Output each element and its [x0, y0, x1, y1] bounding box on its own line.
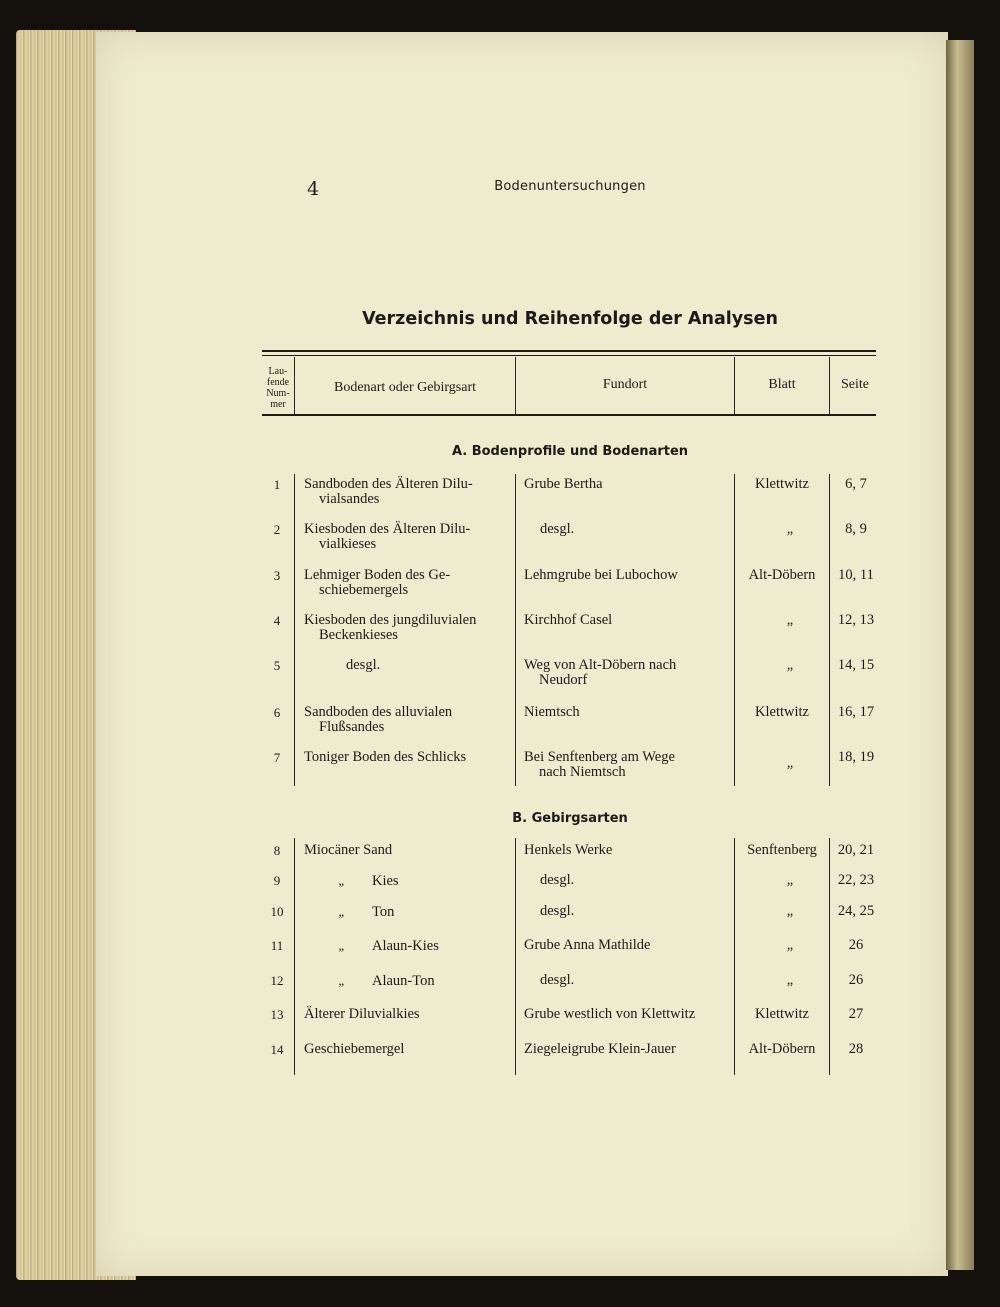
header-divider	[294, 357, 295, 415]
table-row	[0, 522, 1000, 562]
row-number: 11	[270, 938, 284, 953]
column-header-nr-line: fende	[266, 377, 290, 388]
row-blatt: Senftenberg	[747, 842, 817, 858]
bodenart-text: Alaun-Ton	[372, 973, 435, 989]
row-seite: 12, 13	[837, 612, 875, 628]
bodenart-line-cont: vialkieses	[319, 536, 377, 552]
row-seite: 8, 9	[845, 521, 867, 537]
row-blatt: „	[786, 755, 794, 771]
row-fundort	[524, 750, 730, 780]
row-number: 1	[273, 477, 281, 492]
page-number: 4	[307, 178, 320, 200]
bodenart-text: Alaun-Kies	[372, 938, 439, 954]
ditto-mark: „	[338, 973, 346, 988]
row-seite: 22, 23	[837, 872, 875, 888]
row-blatt: „	[786, 903, 794, 919]
bodenart-line-cont: Flußsandes	[319, 719, 385, 735]
section-heading-b: B. Gebirgsarten	[512, 811, 628, 826]
row-fundort: Henkels Werke	[524, 842, 613, 858]
bodenart-line-cont: vialsandes	[319, 491, 380, 507]
row-seite: 6, 7	[845, 476, 867, 492]
row-fundort	[524, 658, 730, 688]
book-right-edge	[946, 40, 974, 1270]
row-seite: 14, 15	[837, 657, 875, 673]
column-header-nr-line: Num-	[266, 388, 290, 399]
row-blatt: „	[786, 521, 794, 537]
row-number: 12	[270, 973, 284, 988]
row-blatt: „	[786, 657, 794, 673]
table-row	[0, 658, 1000, 698]
row-bodenart	[304, 613, 510, 643]
row-bodenart	[304, 477, 510, 507]
fundort-line: Kirchhof Casel	[524, 612, 613, 628]
table-top-rule-thin	[262, 355, 876, 356]
column-header-bodenart: Bodenart oder Gebirgsart	[333, 380, 477, 395]
row-fundort: Grube Anna Mathilde	[524, 937, 651, 953]
fundort-line: Lehmgrube bei Lubochow	[524, 567, 678, 583]
row-bodenart	[304, 843, 510, 858]
column-header-nr-line: mer	[270, 399, 286, 410]
row-blatt: Klettwitz	[755, 1006, 809, 1022]
fundort-line: Bei Senftenberg am Wege	[524, 749, 675, 765]
fundort-line: Grube Bertha	[524, 476, 603, 492]
row-blatt: Klettwitz	[755, 704, 809, 720]
row-fundort: Ziegeleigrube Klein-Jauer	[524, 1041, 676, 1057]
row-blatt: „	[786, 937, 794, 953]
row-bodenart	[322, 873, 528, 889]
bodenart-line: Lehmiger Boden des Ge-	[304, 567, 451, 583]
row-number: 3	[273, 568, 281, 583]
row-number: 2	[273, 522, 281, 537]
bodenart-line: Sandboden des Älteren Dilu-	[304, 476, 473, 492]
row-number: 9	[273, 873, 281, 888]
row-number: 7	[273, 750, 281, 765]
bodenart-line: Kiesboden des Älteren Dilu-	[304, 521, 471, 537]
row-seite: 28	[848, 1041, 864, 1057]
bodenart-text: Miocäner Sand	[304, 842, 393, 858]
table-row	[0, 613, 1000, 653]
table-row	[0, 477, 1000, 517]
row-bodenart	[322, 973, 528, 989]
fundort-line-cont: nach Niemtsch	[539, 764, 626, 780]
column-header-blatt: Blatt	[768, 377, 796, 392]
row-number: 4	[273, 613, 281, 628]
row-number: 10	[270, 904, 284, 919]
fundort-line-cont: Neudorf	[539, 672, 588, 688]
row-number: 14	[270, 1042, 284, 1057]
row-seite: 26	[848, 972, 864, 988]
row-number: 6	[273, 705, 281, 720]
row-seite: 16, 17	[837, 704, 875, 720]
column-header-seite: Seite	[841, 377, 869, 392]
ditto-mark: „	[338, 873, 346, 888]
table-title: Verzeichnis und Reihenfolge der Analysen	[362, 309, 778, 329]
row-blatt: Klettwitz	[755, 476, 809, 492]
row-fundort: desgl.	[540, 903, 575, 919]
section-heading-a: A. Bodenprofile und Bodenarten	[451, 444, 689, 459]
row-fundort	[524, 477, 730, 492]
row-bodenart	[304, 1042, 510, 1057]
row-bodenart	[304, 522, 510, 552]
row-blatt: Alt-Döbern	[748, 1041, 816, 1057]
row-bodenart	[322, 938, 528, 954]
row-blatt: „	[786, 612, 794, 628]
bodenart-text: Kies	[372, 873, 399, 889]
table-header-rule	[262, 414, 876, 416]
row-blatt: „	[786, 972, 794, 988]
column-header-nr	[262, 366, 294, 410]
bodenart-line: Kiesboden des jungdiluvialen	[304, 612, 477, 628]
row-number: 8	[273, 843, 281, 858]
table-row	[0, 750, 1000, 790]
row-bodenart	[304, 750, 510, 765]
row-number: 13	[270, 1007, 284, 1022]
fundort-line: Niemtsch	[524, 704, 580, 720]
bodenart-text: Älterer Diluvialkies	[304, 1006, 420, 1022]
bodenart-line: desgl.	[346, 657, 381, 673]
column-header-fundort: Fundort	[602, 377, 648, 392]
row-blatt: Alt-Döbern	[748, 567, 816, 583]
running-head: Bodenuntersuchungen	[494, 179, 646, 194]
row-fundort: Grube westlich von Klettwitz	[524, 1006, 696, 1022]
row-fundort	[524, 613, 730, 628]
bodenart-line: Sandboden des alluvialen	[304, 704, 453, 720]
table-row	[0, 705, 1000, 745]
fundort-line: Weg von Alt-Döbern nach	[524, 657, 677, 673]
row-bodenart	[304, 1007, 510, 1022]
row-seite: 18, 19	[837, 749, 875, 765]
row-fundort	[524, 568, 730, 583]
table-row	[0, 1042, 1000, 1082]
bodenart-line-cont: Beckenkieses	[319, 627, 398, 643]
row-seite: 26	[848, 937, 864, 953]
fundort-line: desgl.	[540, 521, 575, 537]
bodenart-text: Ton	[372, 904, 395, 920]
bodenart-line-cont: schiebemergels	[319, 582, 409, 598]
row-seite: 24, 25	[837, 903, 875, 919]
bodenart-text: Geschiebemergel	[304, 1041, 405, 1057]
book-page	[96, 32, 948, 1276]
row-number: 5	[273, 658, 281, 673]
row-seite: 27	[848, 1006, 864, 1022]
bodenart-line: Toniger Boden des Schlicks	[304, 749, 467, 765]
row-seite: 20, 21	[837, 842, 875, 858]
row-bodenart	[346, 658, 552, 673]
row-fundort: desgl.	[540, 872, 575, 888]
row-bodenart	[304, 705, 510, 735]
row-fundort	[540, 522, 746, 537]
row-seite: 10, 11	[838, 567, 874, 583]
table-row	[0, 568, 1000, 608]
ditto-mark: „	[338, 904, 346, 919]
table-top-rule	[262, 350, 876, 352]
row-bodenart	[304, 568, 510, 598]
row-bodenart	[322, 904, 528, 920]
row-fundort: desgl.	[540, 972, 575, 988]
column-header-nr-line: Lau-	[268, 366, 288, 377]
row-fundort	[524, 705, 730, 720]
ditto-mark: „	[338, 938, 346, 953]
row-blatt: „	[786, 872, 794, 888]
